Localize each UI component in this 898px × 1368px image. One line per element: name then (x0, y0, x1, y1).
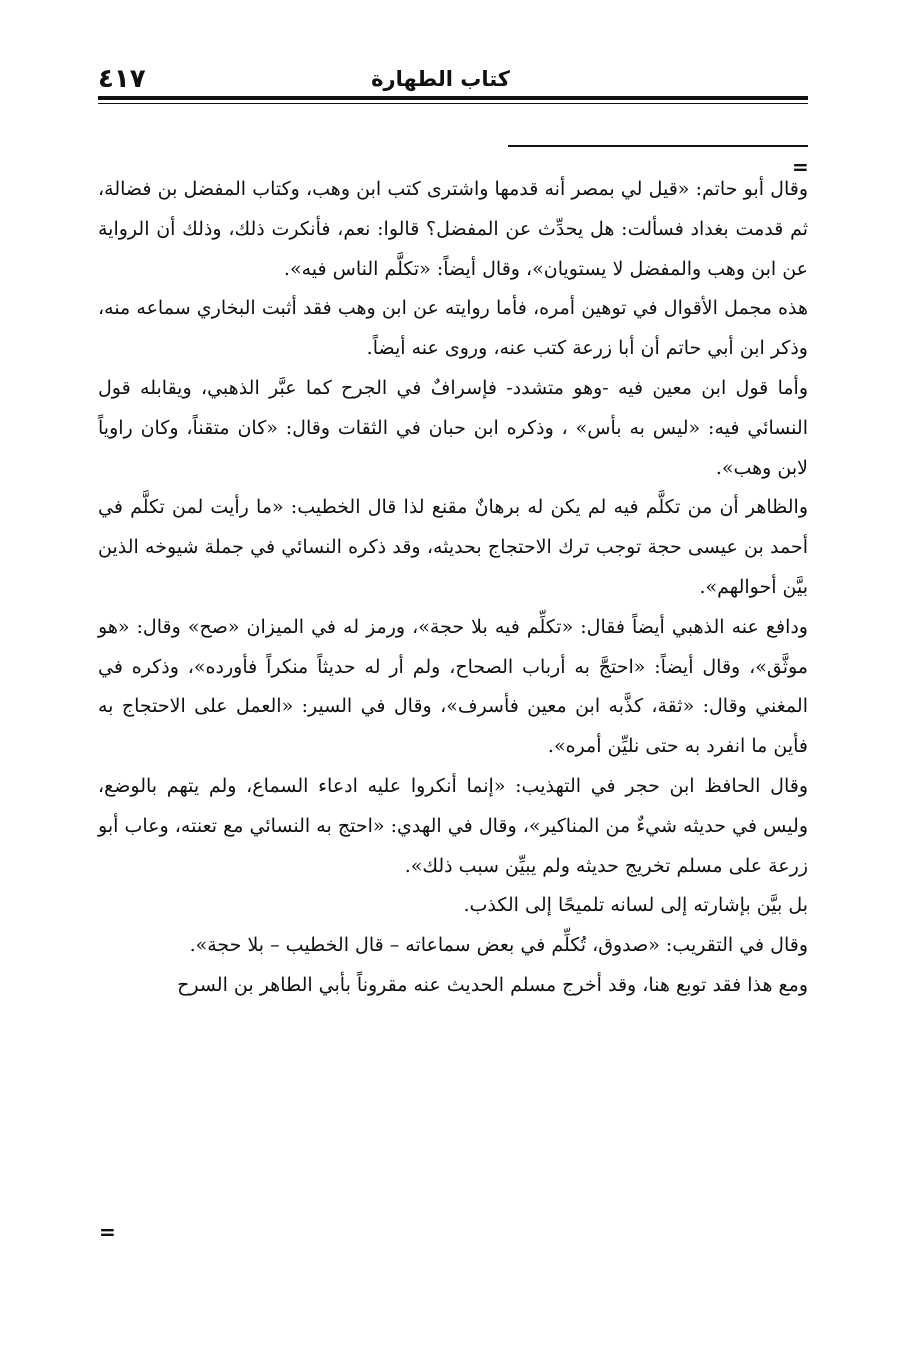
paragraph: وقال في التقريب: «صدوق، تُكلِّم في بعض سماعاته – قال الخطيب – بلا حجة». (189, 934, 808, 957)
body-text (98, 170, 808, 1006)
paragraph: وقال أبو حاتم: «قيل لي بمصر أنه قدمها واشترى كتب ابن وهب، وكتاب المفضل بن فضالة، ثم قدمت بغداد فسألت: هل يحدِّث عن المفضل؟ قالوا: نعم، فأنكرت ذلك، وذلك أن الرواية عن ابن وهب والمفضل لا يستويان»، وقال أيضاً: «تكلَّم الناس فيه». (98, 178, 808, 280)
paragraph: وقال الحافظ ابن حجر في التهذيب: «إنما أنكروا عليه ادعاء السماع، ولم يتهم بالوضع، وليس في حديثه شيءٌ من المناكير»، وقال في الهدي: «احتج به النسائي مع تعنته، وعاب أبو زرعة على مسلم تخريج حديثه ولم يبيِّن سبب ذلك». (98, 774, 808, 877)
paragraph: بل بيَّن بإشارته إلى لسانه تلميحًا إلى الكذب. (463, 894, 808, 917)
header-rule-thin (98, 103, 808, 104)
paragraph: وأما قول ابن معين فيه -وهو متشدد- فإسرافٌ في الجرح كما عبَّر الذهبي، ويقابله قول النسائي فيه: «ليس به بأس» ، وذكره ابن حبان في الثقات وقال: «كان متقناً، وكان راوياً لابن وهب». (98, 376, 808, 479)
page-header (98, 62, 808, 98)
continuation-mark-bottom: = (99, 1220, 116, 1244)
paragraph: هذه مجمل الأقوال في توهين أمره، فأما روايته عن ابن وهب فقد أثبت البخاري سماعه منه، وذكر ابن أبي حاتم أن أبا زرعة كتب عنه، وروى عنه أيضاً. (98, 297, 808, 360)
paragraph: ومع هذا فقد توبع هنا، وقد أخرج مسلم الحديث عنه مقروناً بأبي الطاهر بن السرح (177, 973, 808, 996)
header-rule-thick (98, 96, 808, 100)
page-number: ٤١٧ (98, 64, 146, 94)
continuation-mark-top: = (792, 155, 809, 179)
paragraph: والظاهر أن من تكلَّم فيه لم يكن له برهانٌ مقنع لذا قال الخطيب: «ما رأيت لمن تكلَّم في أحمد بن عيسى حجة توجب ترك الاحتجاج بحديثه، وقد ذكره النسائي في جملة شيوخه الذين بيَّن أحوالهم». (98, 496, 808, 598)
footnote-continuation-rule (508, 145, 808, 147)
running-title: كتاب الطهارة (371, 67, 510, 91)
paragraph: ودافع عنه الذهبي أيضاً فقال: «تكلِّم فيه بلا حجة»، ورمز له في الميزان «صح» وقال: «هو موثَّق»، وقال أيضاً: «احتجَّ به أرباب الصحاح، ولم أر له حديثاً منكراً فأورده»، وذكره في المغني وقال: «ثقة، كذَّبه ابن معين فأسرف»، وقال في السير: «العمل على الاحتجاج به فأين ما انفرد به حتى نليِّن أمره». (98, 615, 808, 758)
